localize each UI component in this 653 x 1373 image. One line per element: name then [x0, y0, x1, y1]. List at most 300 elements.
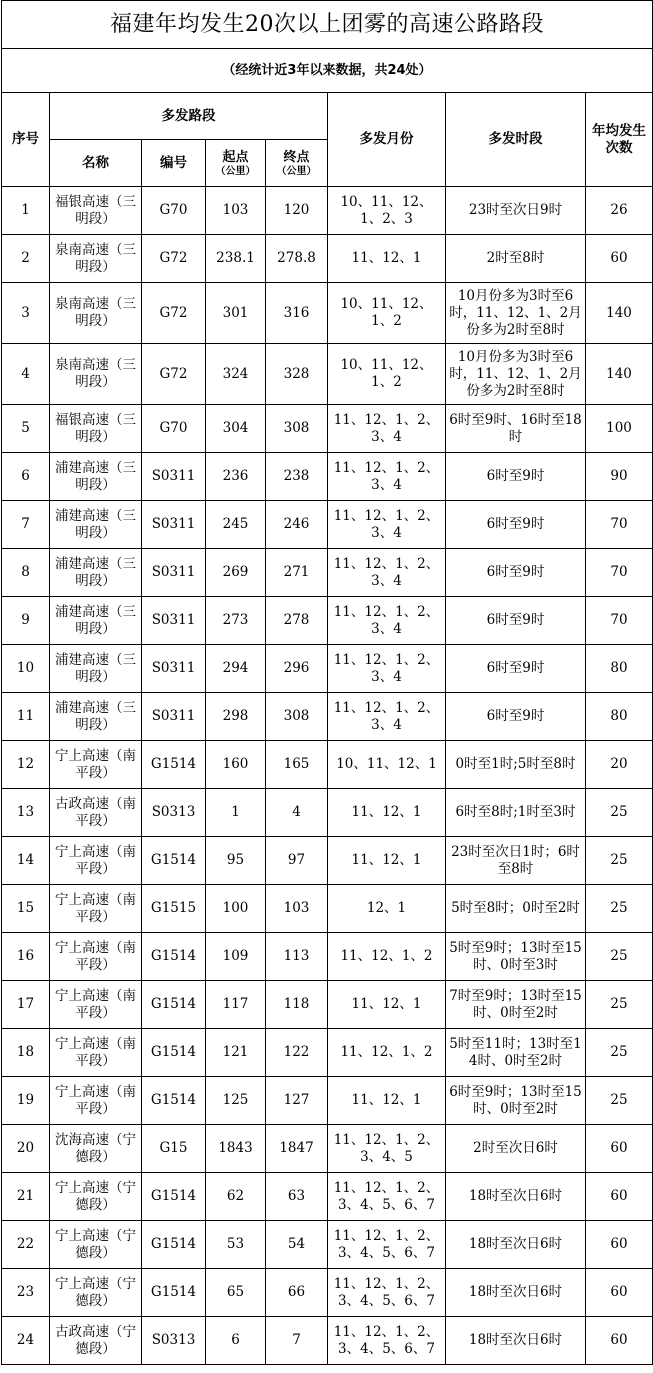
cell-start: [206, 1221, 266, 1269]
cell-start: [206, 235, 266, 283]
cell-start-text: 236: [222, 468, 249, 484]
cell-months: [328, 693, 446, 741]
cell-annual-text: 60: [610, 250, 628, 266]
header-start-unit: （公里）: [215, 165, 256, 177]
cell-seq: [2, 645, 50, 693]
cell-end: [266, 501, 328, 549]
cell-times-text: 5时至11时；13时至14时、0时至2时: [449, 1035, 582, 1069]
cell-months: [328, 789, 446, 837]
cell-annual: [586, 837, 653, 885]
cell-start: [206, 344, 266, 405]
cell-seq-text: 12: [16, 756, 35, 772]
cell-code-text: S0311: [151, 564, 196, 580]
cell-seq-text: 17: [16, 996, 35, 1012]
cell-months-text: 11、12、1: [351, 250, 422, 266]
cell-months-text: 11、12、1、2、3、4、5、6、7: [333, 1227, 440, 1261]
cell-name-text: 福银高速（三明段）: [55, 411, 136, 445]
cell-name: [50, 645, 142, 693]
cell-name-text: 浦建高速（三明段）: [55, 555, 136, 589]
cell-seq: [2, 344, 50, 405]
cell-months-text: 11、12、1、2、3、4: [333, 603, 440, 637]
cell-name: [50, 1029, 142, 1077]
cell-times-text: 10月份多为3时至6时，11、12、1、2月份多为2时至8时: [449, 287, 582, 338]
cell-months-text: 10、11、12、1、2: [340, 296, 433, 329]
cell-name: [50, 283, 142, 344]
table-row: [2, 453, 653, 501]
cell-code-text: S0311: [151, 660, 196, 676]
cell-months-text: 11、12、1: [351, 1092, 422, 1108]
cell-name-text: 宁上高速（宁德段）: [55, 1179, 136, 1213]
cell-times-text: 0时至1时;5时至8时: [455, 756, 576, 772]
cell-name: [50, 885, 142, 933]
cell-start-text: 1: [231, 804, 240, 820]
cell-end: [266, 405, 328, 453]
cell-name: [50, 1221, 142, 1269]
cell-name-text: 浦建高速（三明段）: [55, 459, 136, 493]
cell-annual: [586, 597, 653, 645]
cell-start-text: 95: [226, 852, 245, 868]
cell-end: [266, 741, 328, 789]
cell-times: [446, 453, 586, 501]
cell-code: [142, 885, 206, 933]
cell-name-text: 宁上高速（宁德段）: [55, 1275, 136, 1309]
cell-times: [446, 837, 586, 885]
cell-seq-text: 24: [16, 1332, 35, 1348]
cell-name: [50, 1269, 142, 1317]
table-row: [2, 501, 653, 549]
cell-annual-text: 100: [606, 420, 632, 436]
cell-start: [206, 1077, 266, 1125]
cell-annual: [586, 283, 653, 344]
cell-start: [206, 789, 266, 837]
cell-end-text: 328: [283, 365, 310, 382]
cell-times: [446, 741, 586, 789]
cell-times-text: 10月份多为3时至6时，11、12、1、2月份多为2时至8时: [449, 348, 582, 399]
cell-end-text: 127: [283, 1092, 310, 1108]
cell-times: [446, 1173, 586, 1221]
cell-seq-text: 18: [16, 1044, 35, 1060]
cell-months: [328, 597, 446, 645]
cell-months: [328, 549, 446, 597]
cell-code-text: G70: [159, 420, 188, 436]
cell-seq: [2, 1125, 50, 1173]
cell-code-text: G1514: [150, 1092, 197, 1108]
cell-seq-text: 8: [21, 564, 30, 580]
cell-months: [328, 405, 446, 453]
cell-start: [206, 1173, 266, 1221]
cell-end: [266, 597, 328, 645]
cell-start-text: 1843: [218, 1140, 253, 1156]
cell-seq-text: 7: [21, 516, 30, 532]
cell-times-text: 18时至次日6时: [468, 1188, 563, 1204]
cell-start-text: 125: [222, 1092, 249, 1108]
cell-times-text: 18时至次日6时: [468, 1332, 563, 1348]
cell-annual: [586, 645, 653, 693]
cell-annual: [586, 693, 653, 741]
cell-name: [50, 789, 142, 837]
cell-code: [142, 1221, 206, 1269]
cell-seq: [2, 1269, 50, 1317]
cell-annual-text: 60: [610, 1140, 628, 1156]
cell-start: [206, 597, 266, 645]
table-row: [2, 981, 653, 1029]
cell-months: [328, 187, 446, 235]
cell-months-text: 11、12、1、2、3、4、5: [333, 1131, 440, 1165]
cell-start-text: 103: [222, 202, 249, 218]
cell-seq-text: 5: [21, 420, 30, 436]
cell-name: [50, 235, 142, 283]
cell-code-text: G1514: [150, 948, 197, 964]
cell-times-text: 5时至8时；0时至2时: [451, 900, 580, 916]
cell-months: [328, 933, 446, 981]
cell-seq: [2, 885, 50, 933]
cell-annual: [586, 187, 653, 235]
cell-code: [142, 1317, 206, 1365]
cell-end-text: 4: [292, 804, 301, 820]
cell-times-text: 5时至9时；13时至15时、0时至3时: [449, 939, 582, 973]
cell-end-text: 7: [292, 1332, 301, 1348]
cell-annual-text: 20: [610, 756, 628, 772]
cell-name-text: 泉南高速（三明段）: [55, 241, 136, 275]
cell-start-text: 269: [222, 564, 249, 580]
cell-code-text: G1514: [150, 996, 197, 1012]
cell-times-text: 6时至9时: [486, 660, 545, 676]
cell-start: [206, 405, 266, 453]
table-row: [2, 837, 653, 885]
cell-start-text: 100: [222, 900, 249, 916]
cell-start-text: 62: [226, 1188, 245, 1204]
cell-name: [50, 837, 142, 885]
cell-annual-text: 26: [610, 202, 628, 218]
cell-name-text: 古政高速（宁德段）: [55, 1323, 136, 1357]
cell-seq-text: 4: [21, 365, 30, 382]
cell-start: [206, 1125, 266, 1173]
cell-name: [50, 405, 142, 453]
header-start: [206, 140, 266, 187]
cell-name: [50, 1317, 142, 1365]
cell-times: [446, 1125, 586, 1173]
cell-code: [142, 837, 206, 885]
cell-start-text: 117: [222, 996, 249, 1012]
cell-annual-text: 25: [610, 1044, 628, 1060]
cell-times: [446, 235, 586, 283]
cell-seq-text: 10: [16, 660, 35, 676]
cell-name: [50, 187, 142, 235]
cell-end: [266, 344, 328, 405]
cell-start-text: 53: [226, 1236, 245, 1252]
cell-name-text: 福银高速（三明段）: [55, 193, 136, 227]
cell-annual: [586, 549, 653, 597]
cell-code: [142, 1269, 206, 1317]
cell-annual: [586, 1125, 653, 1173]
cell-end-text: 308: [283, 708, 310, 724]
cell-annual-text: 80: [610, 708, 628, 724]
cell-seq: [2, 693, 50, 741]
cell-annual-text: 60: [610, 1188, 628, 1204]
cell-code-text: G72: [159, 304, 188, 321]
cell-end: [266, 981, 328, 1029]
cell-times: [446, 645, 586, 693]
header-section-group: 多发路段: [50, 93, 328, 140]
cell-annual: [586, 1173, 653, 1221]
cell-months-text: 11、12、1、2、3、4: [333, 555, 440, 589]
cell-months: [328, 1029, 446, 1077]
cell-seq: [2, 837, 50, 885]
cell-code-text: S0311: [151, 612, 196, 628]
cell-months: [328, 645, 446, 693]
fog-sections-sheet: [1, 0, 652, 1365]
header-code: 编号: [142, 140, 206, 187]
header-months: 多发月份: [328, 93, 446, 187]
cell-start-text: 121: [222, 1044, 249, 1060]
cell-seq: [2, 741, 50, 789]
cell-months-text: 12、1: [366, 900, 407, 916]
cell-code-text: G1514: [150, 1188, 197, 1204]
cell-seq-text: 9: [21, 612, 30, 628]
cell-end: [266, 187, 328, 235]
cell-months: [328, 885, 446, 933]
header-name: 名称: [50, 140, 142, 187]
cell-name: [50, 1173, 142, 1221]
cell-name-text: 沈海高速（宁德段）: [55, 1131, 136, 1165]
cell-annual: [586, 1269, 653, 1317]
header-start-label: 起点: [222, 149, 249, 165]
table-row: [2, 741, 653, 789]
cell-seq: [2, 789, 50, 837]
cell-seq: [2, 453, 50, 501]
cell-seq: [2, 1317, 50, 1365]
cell-months-text: 11、12、1、2、3、4: [333, 699, 440, 733]
table-row: [2, 693, 653, 741]
cell-start: [206, 741, 266, 789]
cell-months: [328, 453, 446, 501]
cell-annual-text: 60: [610, 1284, 628, 1300]
cell-months-text: 11、12、1、2、3、4、5、6、7: [333, 1275, 440, 1309]
cell-months-text: 11、12、1、2: [340, 1044, 433, 1060]
cell-months-text: 11、12、1、2、3、4: [333, 651, 440, 685]
page-subtitle: （经统计近3年以来数据，共24处）: [2, 49, 653, 93]
cell-start-text: 238.1: [216, 250, 255, 266]
cell-times: [446, 1029, 586, 1077]
cell-code: [142, 283, 206, 344]
table-row: [2, 405, 653, 453]
cell-seq: [2, 597, 50, 645]
cell-times-text: 6时至9时: [486, 564, 545, 580]
cell-months: [328, 283, 446, 344]
cell-end-text: 122: [283, 1044, 310, 1060]
cell-seq-text: 1: [21, 202, 30, 218]
cell-seq: [2, 1221, 50, 1269]
cell-months: [328, 741, 446, 789]
cell-end-text: 118: [283, 996, 310, 1012]
cell-start: [206, 645, 266, 693]
cell-code: [142, 933, 206, 981]
cell-code: [142, 645, 206, 693]
cell-start: [206, 933, 266, 981]
cell-start: [206, 549, 266, 597]
cell-times-text: 2时至次日6时: [473, 1140, 558, 1156]
cell-months: [328, 981, 446, 1029]
header-seq: 序号: [2, 93, 50, 187]
cell-code-text: G72: [159, 250, 188, 266]
header-times: 多发时段: [446, 93, 586, 187]
cell-end-text: 120: [283, 202, 310, 218]
cell-start: [206, 501, 266, 549]
cell-start: [206, 981, 266, 1029]
cell-seq-text: 23: [16, 1284, 35, 1300]
header-annual: [586, 93, 653, 187]
cell-code-text: S0311: [151, 468, 196, 484]
cell-end-text: 316: [283, 304, 310, 321]
cell-months-text: 10、11、12、1、2、3: [340, 193, 433, 227]
cell-start: [206, 453, 266, 501]
cell-seq-text: 20: [16, 1140, 35, 1156]
cell-name: [50, 933, 142, 981]
header-end: [266, 140, 328, 187]
cell-annual: [586, 405, 653, 453]
cell-seq: [2, 283, 50, 344]
cell-months-text: 11、12、1、2、3、4: [333, 507, 440, 541]
cell-name-text: 浦建高速（三明段）: [55, 651, 136, 685]
cell-seq: [2, 1029, 50, 1077]
cell-seq-text: 3: [21, 304, 30, 321]
cell-code-text: G1514: [150, 1284, 197, 1300]
cell-name-text: 宁上高速（宁德段）: [55, 1227, 136, 1261]
cell-code: [142, 453, 206, 501]
cell-months: [328, 235, 446, 283]
cell-months-text: 11、12、1: [351, 852, 422, 868]
cell-code: [142, 549, 206, 597]
cell-months: [328, 1173, 446, 1221]
cell-name-text: 古政高速（南平段）: [55, 795, 136, 829]
cell-end-text: 103: [283, 900, 310, 916]
cell-months: [328, 344, 446, 405]
cell-times: [446, 501, 586, 549]
cell-name-text: 宁上高速（南平段）: [55, 987, 136, 1021]
table-row: [2, 885, 653, 933]
cell-annual: [586, 1317, 653, 1365]
cell-seq-text: 15: [16, 900, 35, 916]
cell-start-text: 160: [222, 756, 249, 772]
fog-sections-table: [1, 0, 653, 1365]
table-row: [2, 283, 653, 344]
cell-seq: [2, 933, 50, 981]
cell-start-text: 304: [222, 420, 249, 436]
cell-end: [266, 1029, 328, 1077]
cell-start: [206, 693, 266, 741]
cell-seq-text: 22: [16, 1236, 35, 1252]
cell-annual-text: 70: [610, 612, 628, 628]
cell-months: [328, 837, 446, 885]
cell-annual-text: 25: [610, 948, 628, 964]
cell-end-text: 278.8: [277, 250, 316, 266]
cell-name-text: 宁上高速（南平段）: [55, 939, 136, 973]
cell-start-text: 273: [222, 612, 249, 628]
table-row: [2, 789, 653, 837]
table-row: [2, 235, 653, 283]
cell-name-text: 宁上高速（南平段）: [55, 843, 136, 877]
cell-seq: [2, 1173, 50, 1221]
cell-end: [266, 1269, 328, 1317]
cell-end: [266, 283, 328, 344]
table-row: [2, 1269, 653, 1317]
cell-name: [50, 741, 142, 789]
header-end-label: 终点: [283, 149, 310, 165]
cell-annual: [586, 789, 653, 837]
cell-months-text: 10、11、12、1、2: [340, 357, 433, 390]
cell-end: [266, 235, 328, 283]
cell-months: [328, 1125, 446, 1173]
cell-seq: [2, 405, 50, 453]
cell-times: [446, 1317, 586, 1365]
cell-times-text: 18时至次日6时: [468, 1236, 563, 1252]
cell-end: [266, 693, 328, 741]
cell-times-text: 2时至8时: [486, 250, 545, 266]
cell-code-text: G1514: [150, 756, 197, 772]
cell-annual: [586, 1029, 653, 1077]
cell-code: [142, 741, 206, 789]
cell-times: [446, 885, 586, 933]
cell-seq-text: 6: [21, 468, 30, 484]
cell-end: [266, 933, 328, 981]
cell-end: [266, 1317, 328, 1365]
cell-code-text: G1514: [150, 1236, 197, 1252]
cell-months: [328, 1269, 446, 1317]
table-row: [2, 187, 653, 235]
cell-seq: [2, 981, 50, 1029]
cell-annual-text: 70: [610, 564, 628, 580]
cell-annual: [586, 741, 653, 789]
cell-months-text: 10、11、12、1: [336, 756, 437, 772]
cell-start: [206, 837, 266, 885]
cell-name-text: 浦建高速（三明段）: [55, 507, 136, 541]
cell-end-text: 54: [287, 1236, 306, 1252]
cell-seq: [2, 187, 50, 235]
cell-start-text: 301: [222, 304, 249, 321]
table-row: [2, 1125, 653, 1173]
cell-annual-text: 25: [610, 1092, 628, 1108]
table-row: [2, 344, 653, 405]
cell-end-text: 113: [283, 948, 310, 964]
cell-code: [142, 344, 206, 405]
cell-seq-text: 16: [16, 948, 35, 964]
header-end-unit: （公里）: [276, 165, 317, 177]
cell-end-text: 278: [283, 612, 310, 628]
cell-times-text: 6时至9时: [486, 612, 545, 628]
cell-end: [266, 1173, 328, 1221]
cell-times-text: 23时至次日9时: [468, 202, 563, 218]
cell-annual-text: 140: [606, 365, 632, 382]
cell-times-text: 6时至9时: [486, 468, 545, 484]
cell-end-text: 1847: [279, 1140, 314, 1156]
cell-start-text: 245: [222, 516, 249, 532]
cell-annual-text: 25: [610, 852, 628, 868]
cell-annual-text: 60: [610, 1236, 628, 1252]
cell-times-text: 6时至9时；13时至15时、0时至2时: [449, 1083, 582, 1117]
cell-end-text: 66: [287, 1284, 306, 1300]
cell-months: [328, 1317, 446, 1365]
cell-code: [142, 789, 206, 837]
cell-end: [266, 1077, 328, 1125]
cell-times: [446, 1221, 586, 1269]
cell-seq-text: 21: [16, 1188, 35, 1204]
cell-times: [446, 597, 586, 645]
cell-months-text: 11、12、1、2、3、4: [333, 411, 440, 445]
cell-code-text: S0311: [151, 516, 196, 532]
cell-start-text: 109: [222, 948, 249, 964]
cell-name: [50, 981, 142, 1029]
cell-annual: [586, 501, 653, 549]
